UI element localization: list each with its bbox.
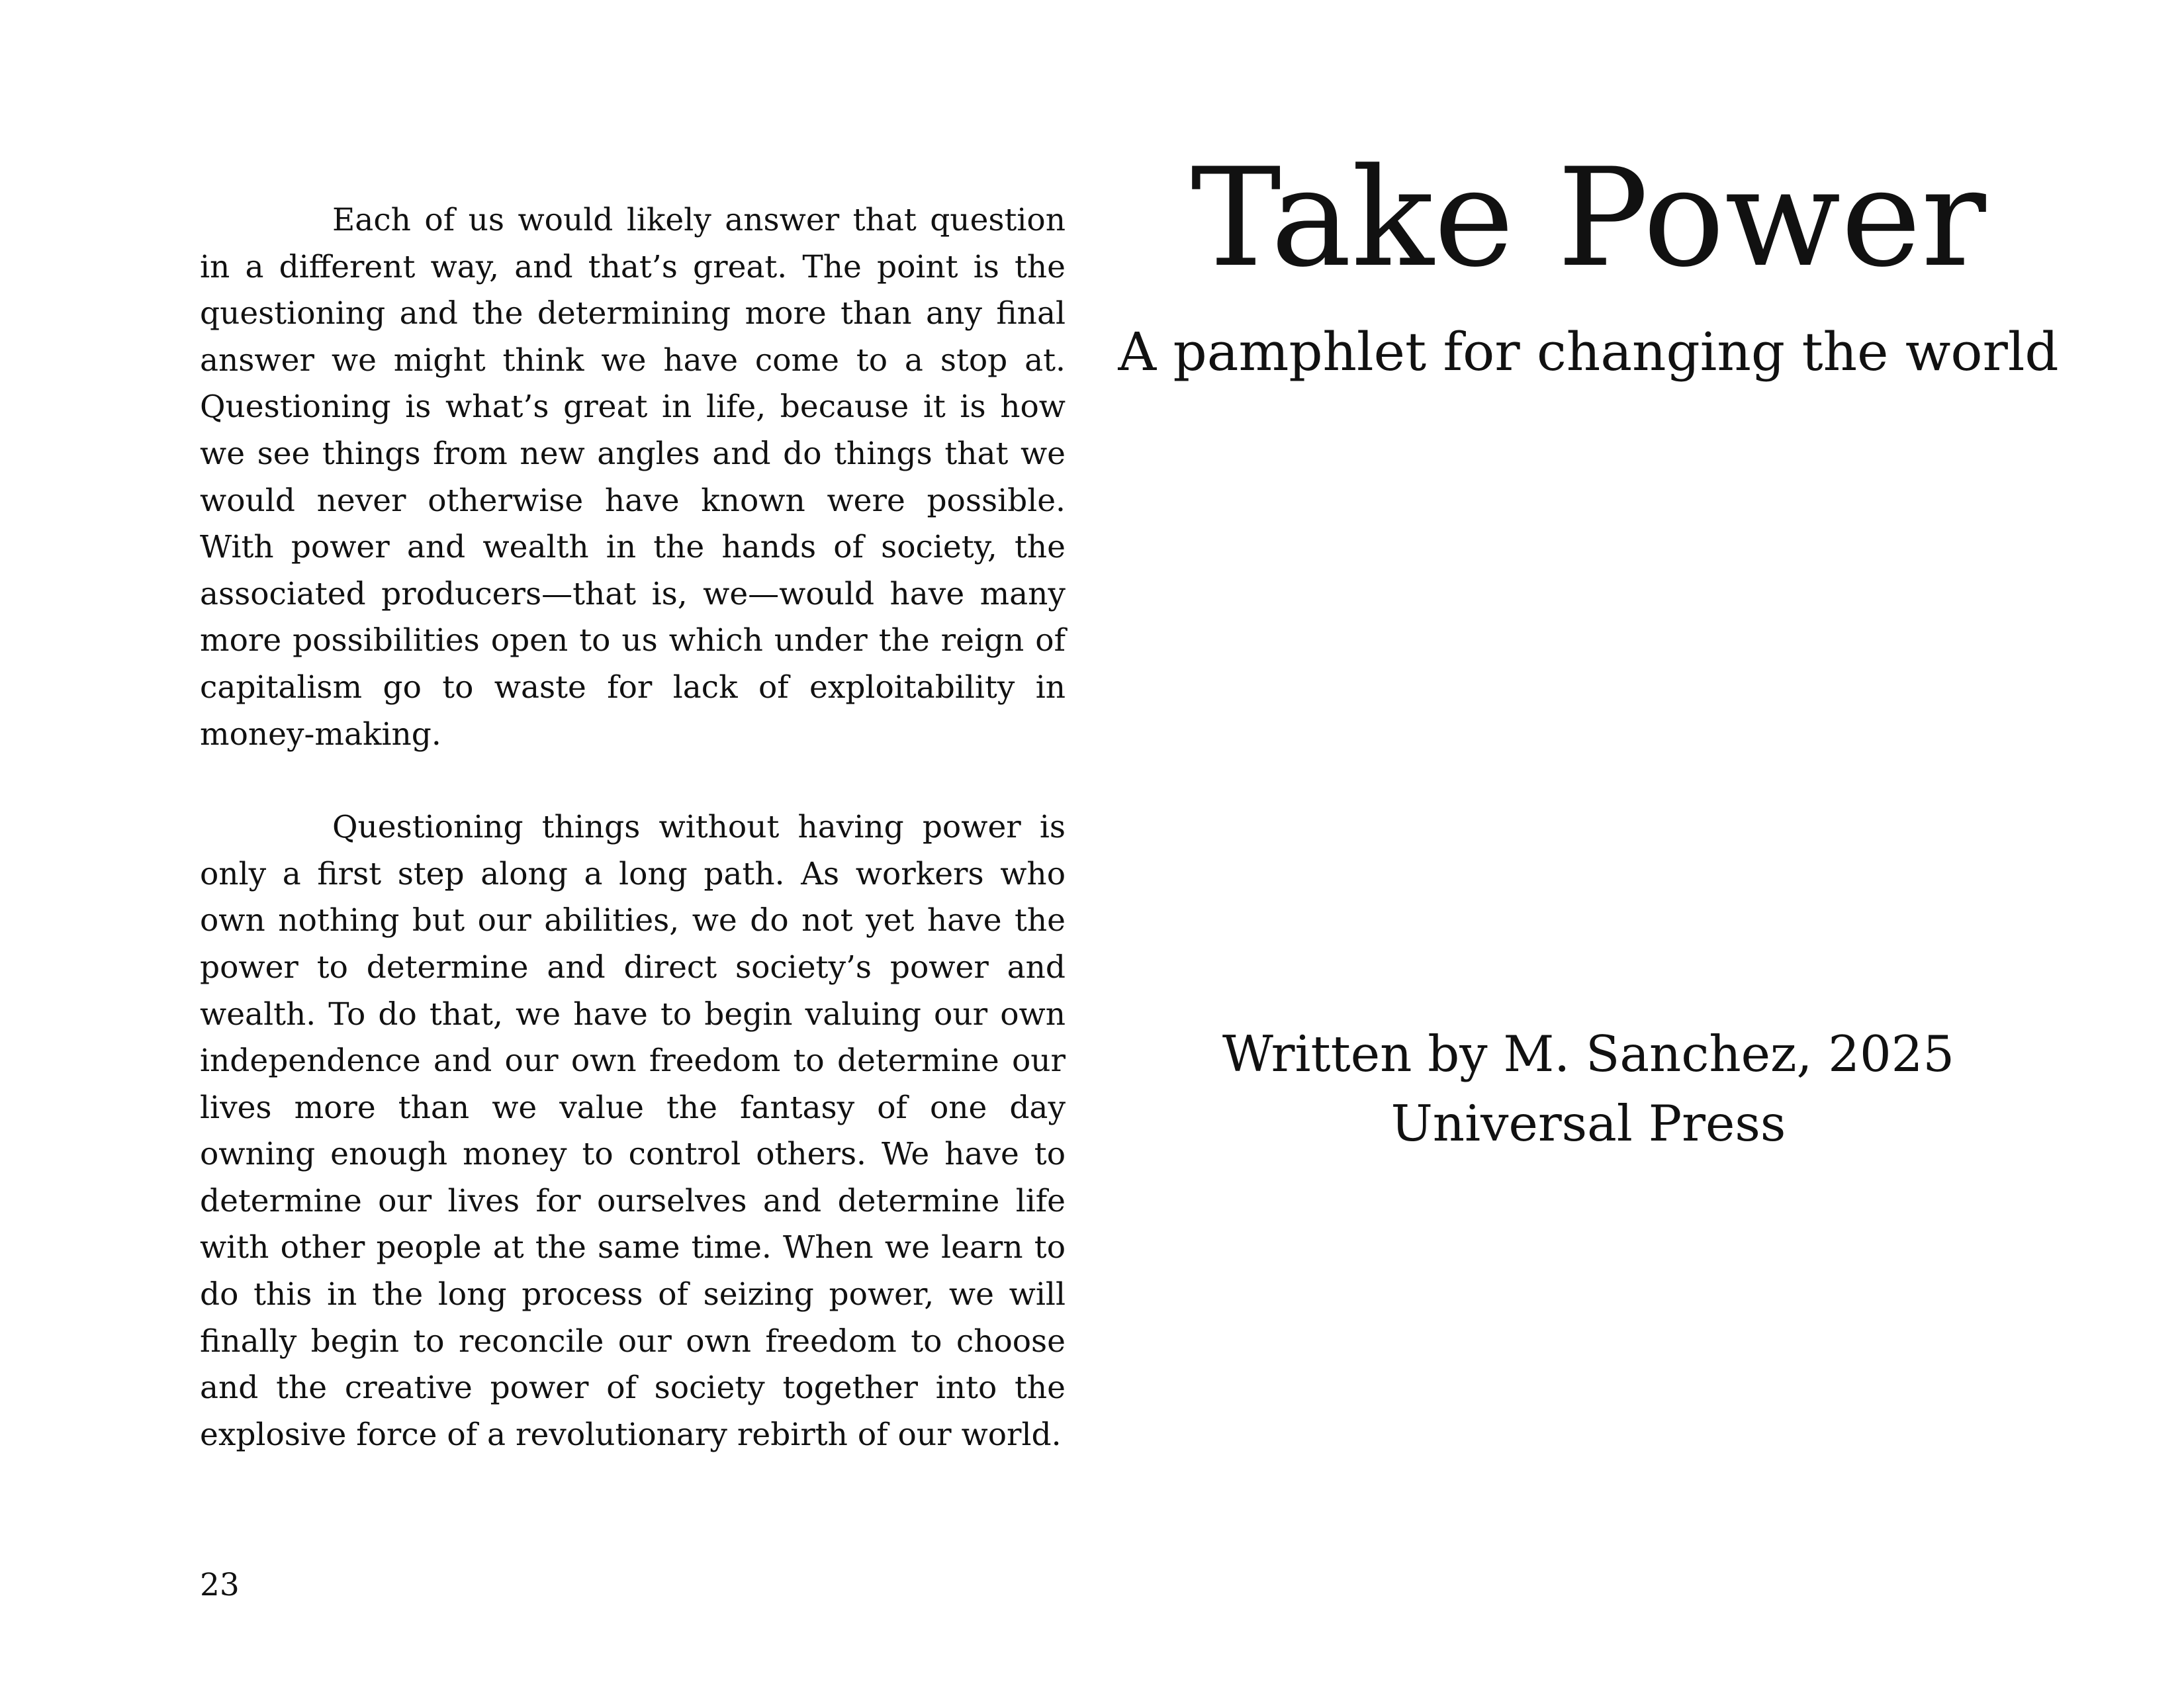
paragraph: Each of us would likely answer that question in a different way, and that’s great. The point is the questioning and the determining more than any final answer we might think we have come to a stop at. Questioning is what’s great in life, because it is how we see things from new angles and do things that we would never otherwise have known were possible. With power and wealth in the hands of society, the associated producers—that is, we—would have many more possibilities open to us which under the reign of capitalism go to waste for lack of exploitability in money-making. xyxy=(200,202,1066,753)
body-text xyxy=(200,197,1066,1458)
page-number: 23 xyxy=(200,1567,240,1603)
book-title: Take Power xyxy=(1191,140,1986,297)
publisher: Universal Press xyxy=(1390,1094,1786,1152)
author-line: Written by M. Sanchez, 2025 xyxy=(1222,1025,1955,1083)
credits xyxy=(1092,1019,2085,1158)
paragraph: Questioning things without having power is only a first step along a long path. As workers who own nothing but our abilities, we do not yet have the power to determine and direct society’s power and wealth. To do that, we have to begin valuing our own independence and our own freedom to determine our lives more than we value the fantasy of one day owning enough money to control others. We have to determine our lives for ourselves and determine life with other people at the same time. When we learn to do this in the long process of seizing power, we will finally begin to reconcile our own freedom to choose and the creative power of society together into the explosive force of a revolutionary rebirth of our world. xyxy=(200,809,1066,1453)
book-subtitle: A pamphlet for changing the world xyxy=(1118,321,2059,383)
right-page xyxy=(1092,0,2184,1688)
